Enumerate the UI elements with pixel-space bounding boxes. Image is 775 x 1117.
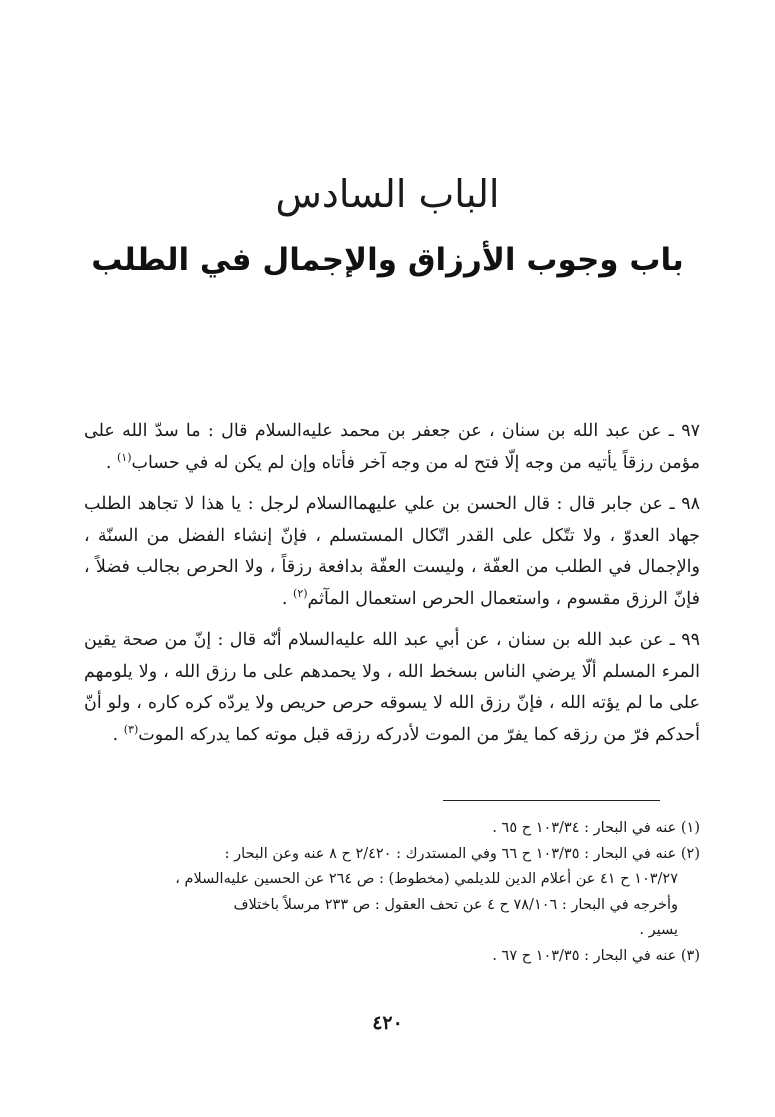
chapter-label: الباب السادس [275,172,500,216]
hadith-99 [84,625,700,751]
footnote-2-line-4: يسير . [639,922,678,938]
footnote-3: (٣) عنه في البحار : ١٠٣/٣٥ ح ٦٧ . [492,947,700,964]
footnote-ref-1: (١) [116,450,132,464]
footnote-ref-2: (٢) [293,586,308,600]
hadith-98 [84,489,700,615]
hadith-99-text: ٩٩ ـ عن عبد الله بن سنان ، عن أبي عبد الله عليه‌السلام أنّه قال : إنّ من صحة يقين المرء المسلم ألّا يرضي الناس بسخط الله ، ولا يحمدهم على ما رزق الله ، ولا يلومهم على ما لم يؤته الله ، فإنّ رزق الله لا يسوقه حرص حريص ولا يردّه كره كاره ، ولو أنّ أحدكم فرّ من رزقه كما يفرّ من الموت لأدركه رزقه قبل موته كما يدركه الموت [84,630,700,745]
hadith-97-end: . [105,452,117,473]
footnote-ref-3: (٣) [123,722,139,736]
footnote-separator [443,800,660,801]
footnote-2-line-2: ١٠٣/٢٧ ح ٤١ عن أعلام الدين للديلمي (مخطوط) : ص ٢٦٤ عن الحسين عليه‌السلام ، [175,871,678,887]
footnote-2-line-1: (٢) عنه في البحار : ١٠٣/٣٥ ح ٦٦ وفي المستدرك : ٢/٤٢٠ ح ٨ عنه وعن البحار : [224,845,700,862]
footnotes [84,816,700,969]
hadith-99-end: . [112,724,124,745]
hadith-97 [84,416,700,479]
hadith-98-end: . [281,588,294,609]
footnote-1: (١) عنه في البحار : ١٠٣/٣٤ ح ٦٥ . [492,820,700,836]
hadith-98-text: ٩٨ ـ عن جابر قال : قال الحسن بن علي عليهما‌السلام لرجل : يا هذا لا تجاهد الطلب جهاد العدوّ ، ولا تتّكل على القدر اتّكال المستسلم ، فإنّ إنشاء الفضل من السنّة ، والإجمال في الطلب من العفّة ، وليست العفّة بدافعة رزقاً ، ولا الحرص بجالب فضلاً ، فإنّ الرزق مقسوم ، واستعمال الحرص استعمال المآثم [84,494,700,609]
hadith-97-text: ٩٧ ـ عن عبد الله بن سنان ، عن جعفر بن محمد عليه‌السلام قال : ما سدّ الله على مؤمن رزقاً يأتيه من وجه إلّا فتح له من وجه آخر فأتاه وإن لم يكن له في حساب [84,421,700,473]
body-text [84,416,700,761]
page-number: ٤٢٠ [372,1012,403,1034]
chapter-title: باب وجوب الأرزاق والإجمال في الطلب [91,242,684,278]
footnote-2-line-3: وأخرجه في البحار : ٧٨/١٠٦ ح ٤ عن تحف العقول : ص ٢٣٣ مرسلاً باختلاف [233,896,678,913]
